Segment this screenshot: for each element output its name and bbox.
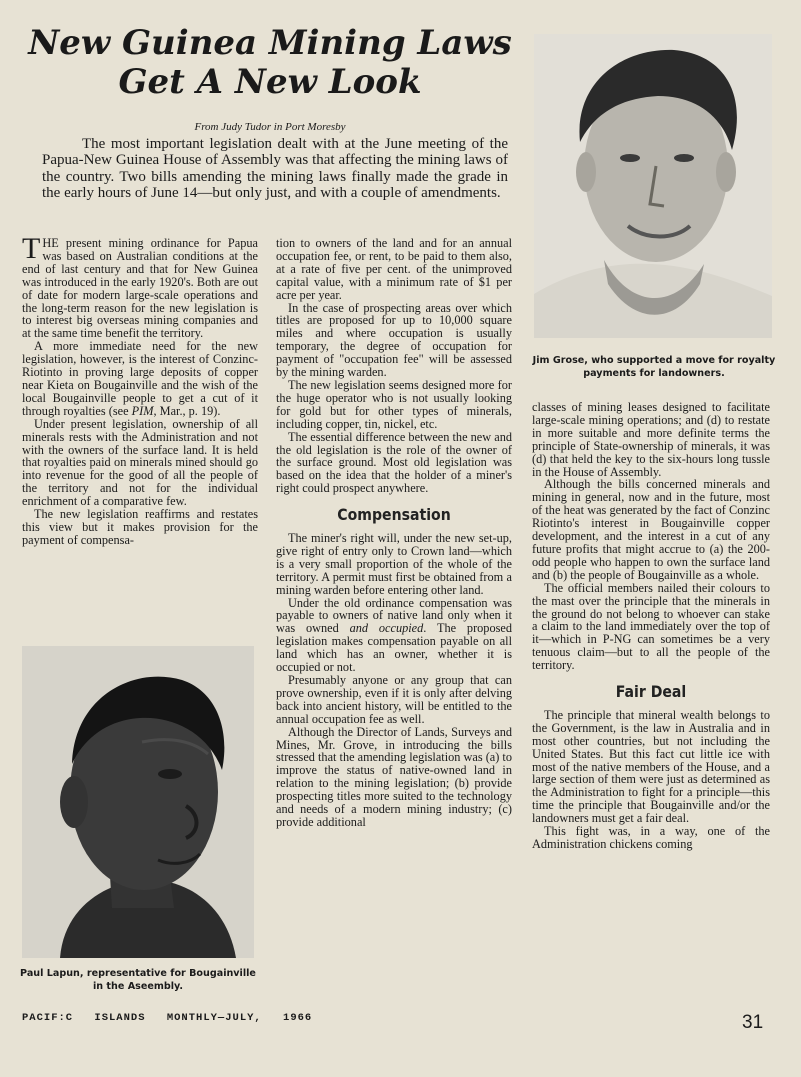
drop-cap: T [22,232,41,265]
title-line-1: New Guinea Mining Laws [28,23,512,63]
col3-paragraph-2: Although the bills concerned minerals and mining in general, now and in the future, most of the heat was generated by the fact of Conzinc Riotinto's interest in Bougainville copper development, and the interest in a cut of any future profits that might accrue to (a) the 200-odd people who happen to own the surface land and (b) the people of Bougainville as a whole. [532,477,770,582]
article-title [20,24,520,102]
column-2 [276,237,512,829]
col2-paragraph-3: The new legislation seems designed more for the huge operator who is not usually looking for gold but for other types of minerals, including copper, tin, nickel, etc. [276,377,512,431]
col2-paragraph-5: The miner's right will, under the new set-up, give right of entry only to Crown land—which is a very small proportion of the whole of the territory. A permit must first be obtained from a mining warden before entering other land. [276,531,512,597]
page-number: 31 [742,1012,764,1033]
col2-paragraph-4: The essential difference between the new and the old legislation is the role of the owner of the surface ground. Most old legislation was based on the idea that the holder of a miner's right could prospect anywhere. [276,429,512,496]
col1-paragraph-2: A more immediate need for the new legislation, however, is the interest of Conzinc-Riotinto in proving large deposits of copper near Kieta on Bougainville and the wish of the local Bougainville people to get a cut of it through royalties (see PIM, Mar., p. 19). [22,339,258,418]
caption-jim-grose: Jim Grose, who supported a move for royalty payments for landowners. [532,355,776,379]
col3-paragraph-3: The official members nailed their colours to the mast over the principle that the minerals in the ground do not belong to whoever can stake a claim to the land immediately over the top of it—which in P-NG can sometimes be a very tenuous claim—but to all the people of the territory. [532,580,770,673]
col1-paragraph-3: Under present legislation, ownership of all minerals rests with the Administration and not with the owners of the surface land. It is held that royalties paid on minerals mined should go into revenue for the good of all the people of the territory and not for the individual enrichment of a comparative few. [22,416,258,509]
col3-paragraph-4: The principle that mineral wealth belongs to the Government, is the law in Australia and in most other countries, but not including the United States. But this fact cut little ice with most of the native members of the House, and a large section of them were just as determined as the Administration to fight for a principle—this time the principle that Bougainville and/or the landowners must get a fair deal. [532,707,770,826]
col3-paragraph-5: This fight was, in a way, one of the Administration chickens coming [532,824,770,851]
photo-jim-grose [534,34,772,338]
column-1 [22,232,258,547]
photo-paul-lapun [22,646,254,958]
portrait-image [534,34,772,338]
col2-paragraph-8: Although the Director of Lands, Surveys and Mines, Mr. Grove, in introducing the bills stressed that the amending legislation was (a) to improve the status of native-owned land in relation to the mining legislation; (b) provide prospecting titles more suited to the technology and needs of a modern mining industry; (c) provide additional [276,724,512,829]
col2-paragraph-2: In the case of prospecting areas over which titles are proposed for up to 10,000 square miles and where occupation is usually temporary, the degree of occupation for payment of "occupation fee" will be assessed by the mining warden. [276,300,512,380]
heading-compensation: Compensation [337,505,451,525]
col1-paragraph-1: THE present mining ordinance for Papua was based on Australian conditions at the end of last century and that for New Guinea was introduced in the early 1920's. Both are out of date for modern large-scale operations and the long-term reason for the new legislation is to interest big overseas mining companies and at the same time benefit the territory. [22,232,258,341]
column-3 [532,401,770,851]
col2-paragraph-6: Under the old ordinance compensation was payable to owners of native land only when it was owned and occupied. The proposed legislation makes compensation payable on all land which has an owner, whether it is occupied or not. [276,595,512,675]
heading-fair-deal: Fair Deal [615,682,687,702]
running-footer: PACIF:C ISLANDS MONTHLY—JULY, 1966 [22,1012,313,1024]
caption-paul-lapun: Paul Lapun, representative for Bougainville in the Aseembly. [20,968,256,992]
title-line-2: Get A New Look [118,62,422,102]
col3-paragraph-1: classes of mining leases designed to facilitate large-scale mining operations; and (d) to restate in more suitable and more definite terms the principle of State-ownership of minerals, it was (d) that held the key to the six-hours long tussle in the House of Assembly. [532,400,770,479]
col2-paragraph-7: Presumably anyone or any group that can prove ownership, even if it is only after delving back into ancient history, will be entitled to the annual occupation fee as well. [276,673,512,726]
portrait-image [22,646,254,958]
col2-paragraph-1: tion to owners of the land and for an annual occupation fee, or rent, to be paid to them also, at a rate of five per cent. of the unimproved capital value, with a minimum rate of $1 per acre per year. [276,236,512,302]
col1-paragraph-4: The new legislation reaffirms and restates this view but it makes provision for the payment of compensa- [22,507,258,547]
intro-paragraph: The most important legislation dealt with at the June meeting of the Papua-New Guinea House of Assembly was that affecting the mining laws of the country. Two bills amending the mining laws finally made the grade in the early hours of June 14—but only just, and with a couple of amendments. [42,136,508,201]
byline: From Judy Tudor in Port Moresby [194,121,346,133]
